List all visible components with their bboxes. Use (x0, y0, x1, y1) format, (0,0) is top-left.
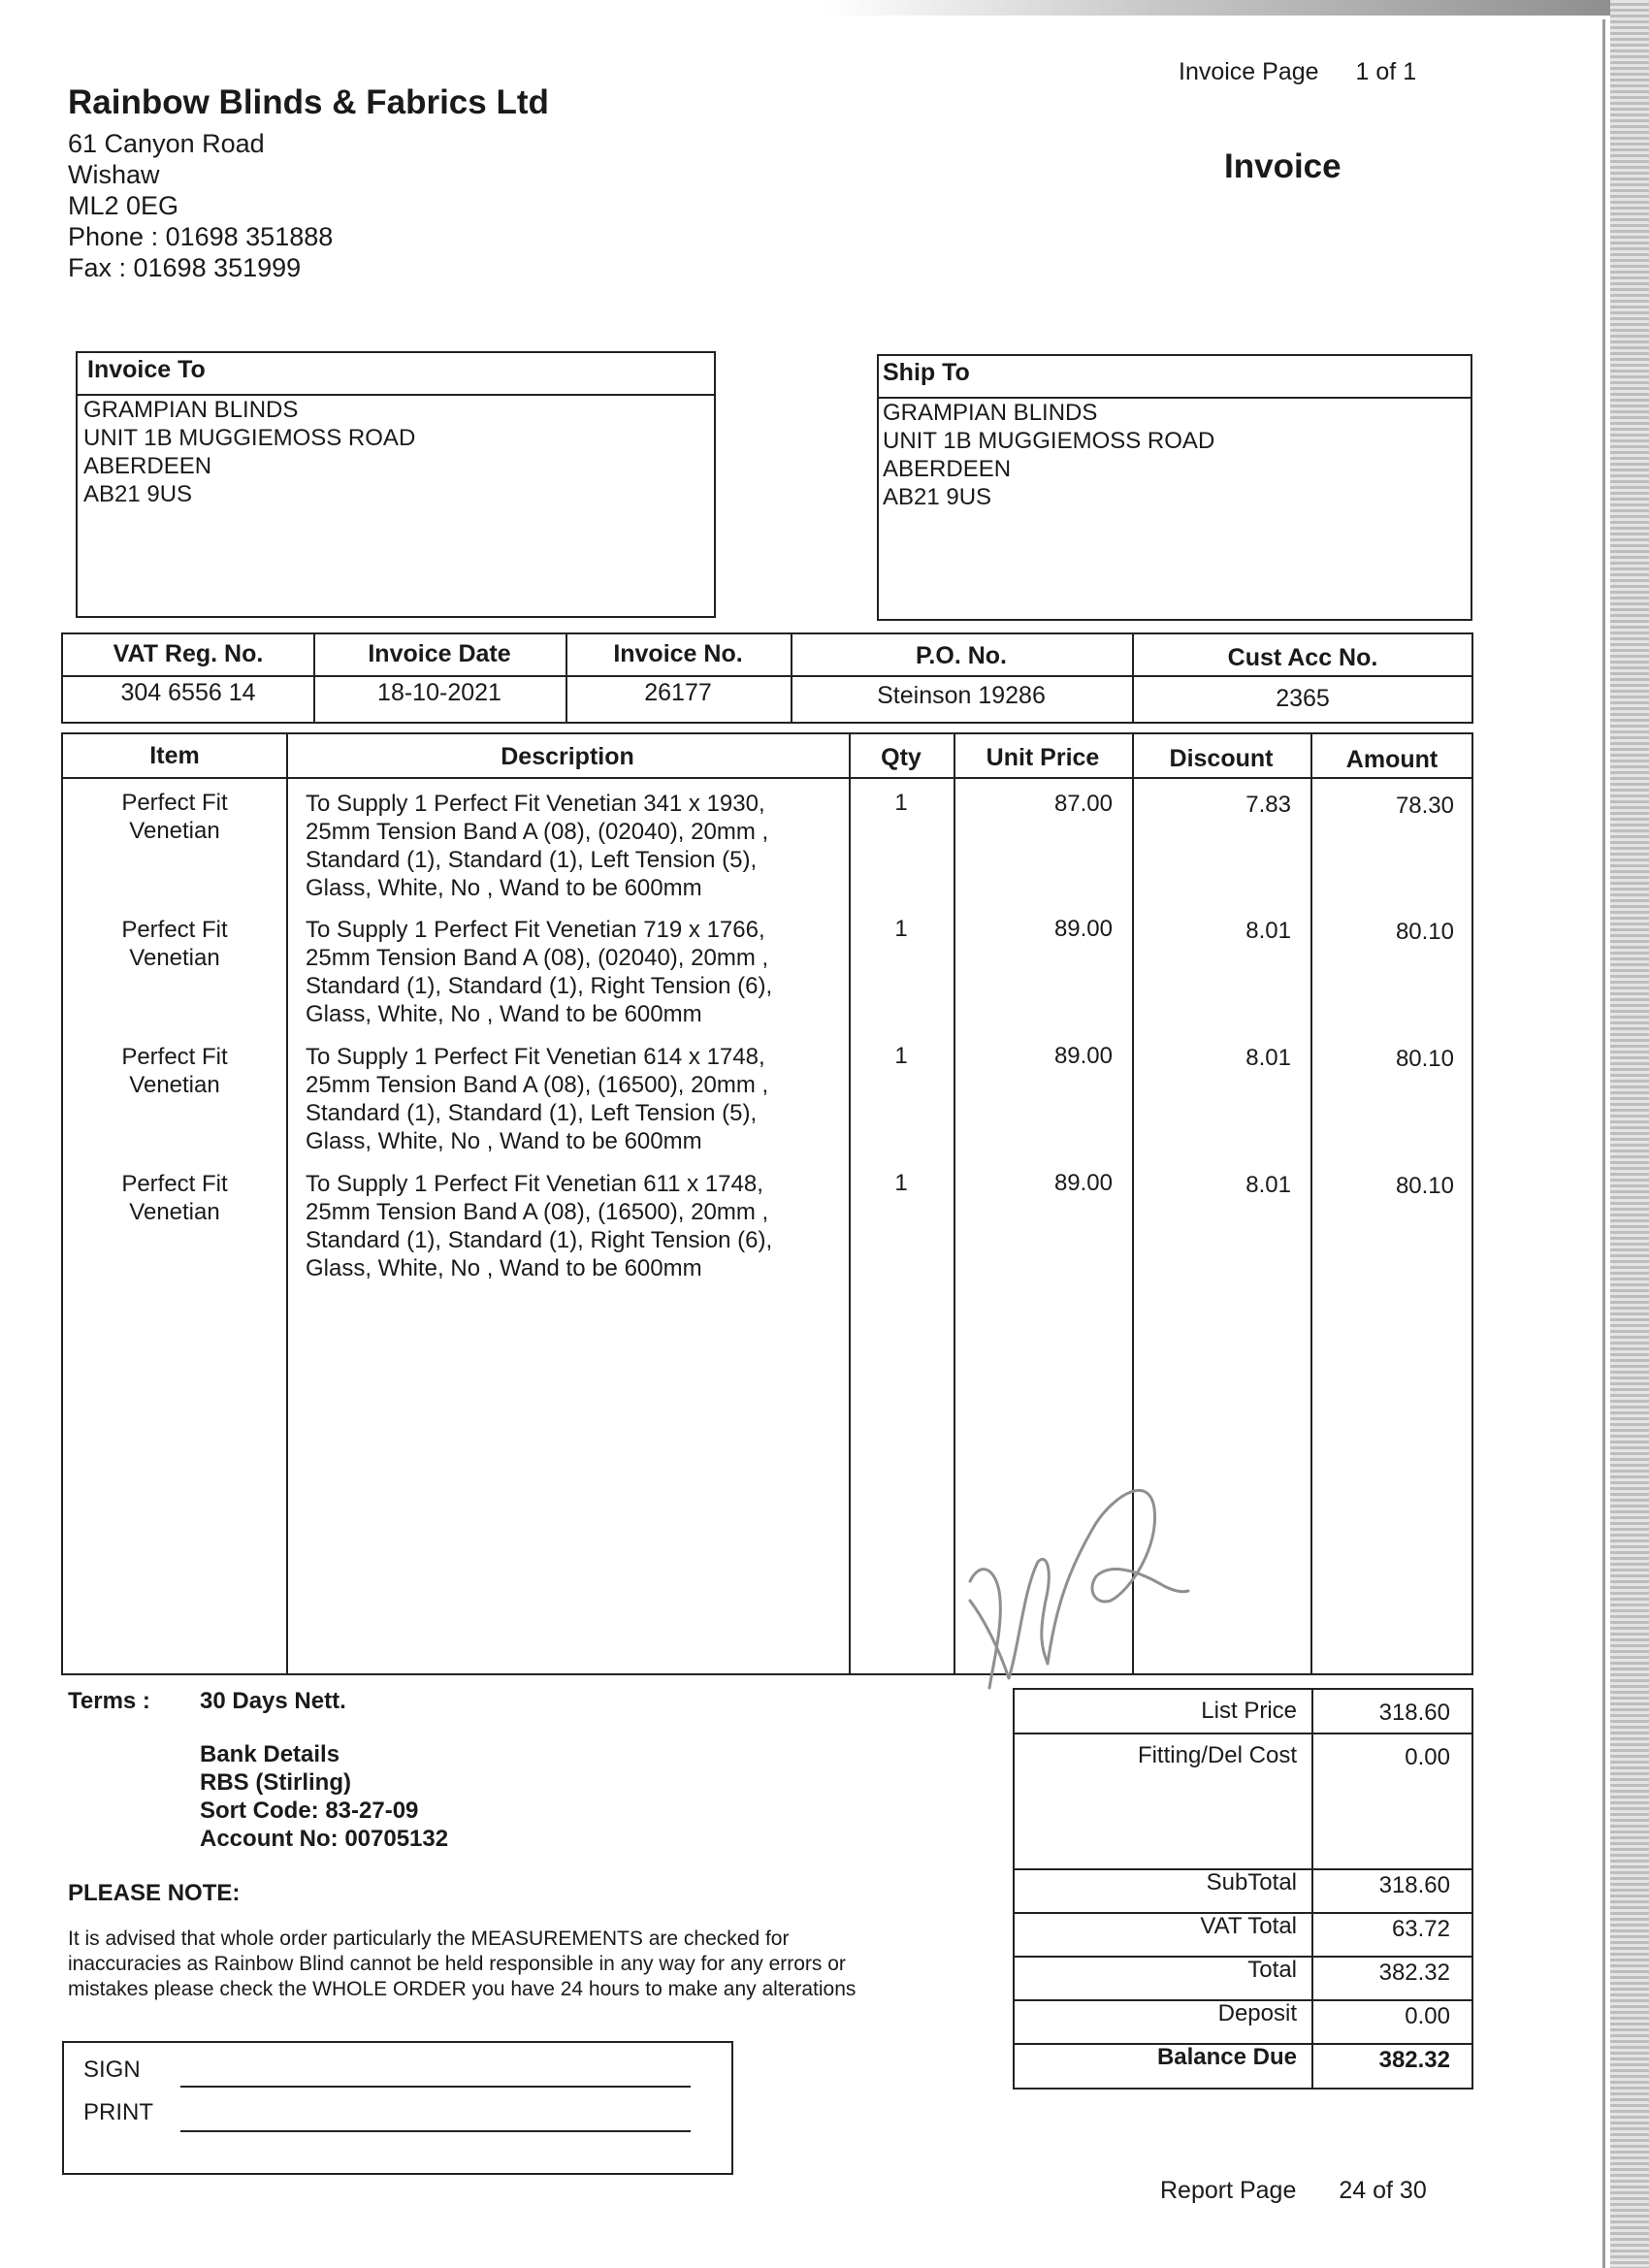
sign-label: SIGN (83, 2057, 141, 2083)
sign-field[interactable] (180, 2086, 691, 2088)
qty-header: Qty (881, 744, 922, 771)
bank-sort-code: Sort Code: 83-27-09 (200, 1798, 419, 1824)
unit-price-header: Unit Price (986, 744, 1100, 771)
line-item-description: To Supply 1 Perfect Fit Venetian 611 x 1748, 25mm Tension Band A (08), (16500), 20mm , Standard (1), Standard (1), Right Tension (6), Glass, White, No , Wand to be 600mm (306, 1171, 773, 1281)
print-label: PRINT (83, 2099, 153, 2125)
balance-due-value: 382.32 (1378, 2047, 1450, 2073)
invoice-no-header: Invoice No. (613, 640, 743, 667)
discount-header: Discount (1169, 745, 1274, 772)
company-address-line: ML2 0EG (68, 191, 179, 220)
ship-to-line: AB21 9US (883, 484, 992, 510)
invoice-to-box (76, 351, 716, 618)
line-item-unit-price: 89.00 (1053, 1043, 1113, 1069)
bank-name: RBS (Stirling) (200, 1769, 351, 1796)
print-field[interactable] (180, 2130, 691, 2132)
subtotal-label: SubTotal (1206, 1869, 1297, 1895)
vat-reg-value: 304 6556 14 (120, 679, 256, 706)
line-item-name: Perfect Fit Venetian (121, 917, 228, 971)
cust-acc-header: Cust Acc No. (1227, 644, 1378, 671)
line-item-unit-price: 89.00 (1053, 1170, 1113, 1196)
amount-header: Amount (1345, 746, 1439, 773)
report-page-label: Report Page (1160, 2177, 1297, 2204)
company-fax: Fax : 01698 351999 (68, 253, 302, 282)
scan-edge-line (1602, 19, 1605, 2268)
company-address-line: 61 Canyon Road (68, 129, 265, 158)
report-page-value: 24 of 30 (1339, 2177, 1427, 2204)
invoice-to-line: GRAMPIAN BLINDS (83, 397, 299, 423)
po-no-value: Steinson 19286 (877, 682, 1046, 709)
vat-total-value: 63.72 (1391, 1916, 1450, 1942)
deposit-label: Deposit (1217, 2000, 1297, 2026)
line-item-description: To Supply 1 Perfect Fit Venetian 719 x 1766, 25mm Tension Band A (08), (02040), 20mm , Standard (1), Standard (1), Right Tension (6), Glass, White, No , Wand to be 600mm (306, 917, 773, 1027)
ship-to-line: GRAMPIAN BLINDS (883, 400, 1098, 426)
line-item-qty: 1 (894, 916, 908, 942)
invoice-page-info (1179, 58, 1416, 86)
ship-to-line: UNIT 1B MUGGIEMOSS ROAD (883, 428, 1215, 454)
line-item-qty: 1 (894, 1043, 908, 1069)
invoice-date-value: 18-10-2021 (377, 679, 501, 706)
company-name: Rainbow Blinds & Fabrics Ltd (68, 83, 549, 121)
ship-to-box (877, 354, 1472, 621)
line-item-discount: 8.01 (1245, 1045, 1291, 1071)
document-title: Invoice (1224, 147, 1342, 185)
vat-total-label: VAT Total (1200, 1913, 1297, 1939)
fitting-cost-value: 0.00 (1405, 1744, 1450, 1770)
ship-to-line: ABERDEEN (883, 456, 1012, 482)
terms-value: 30 Days Nett. (200, 1688, 346, 1714)
line-item-discount: 7.83 (1245, 792, 1291, 818)
invoice-page-label: Invoice Page (1179, 58, 1319, 85)
line-item-discount: 8.01 (1245, 1172, 1291, 1198)
line-item-unit-price: 89.00 (1053, 916, 1113, 942)
please-note-text: It is advised that whole order particularly the MEASUREMENTS are checked for inaccuracies as Rainbow Blind cannot be held responsible in any way for any errors or mistakes please check the WHOLE ORDER you have 24 hours to make any alterations (68, 1928, 857, 2000)
list-price-label: List Price (1201, 1698, 1297, 1724)
report-page-info (1160, 2177, 1427, 2205)
balance-due-label: Balance Due (1156, 2044, 1297, 2070)
line-item-name: Perfect Fit Venetian (121, 1171, 228, 1225)
description-header: Description (501, 743, 634, 770)
item-header: Item (149, 742, 200, 769)
scan-edge-top (0, 0, 1649, 16)
line-item-qty: 1 (894, 790, 908, 816)
items-table (61, 732, 1473, 1675)
line-item-name: Perfect Fit Venetian (121, 1044, 228, 1098)
total-value: 382.32 (1378, 1960, 1450, 1986)
list-price-value: 318.60 (1378, 1700, 1450, 1726)
invoice-info-table (61, 632, 1473, 724)
line-item-unit-price: 87.00 (1053, 791, 1113, 817)
invoice-no-value: 26177 (644, 679, 712, 706)
invoice-to-line: AB21 9US (83, 481, 193, 507)
scan-edge-right (1610, 0, 1649, 2268)
line-item-amount: 80.10 (1395, 919, 1454, 945)
cust-acc-value: 2365 (1276, 685, 1330, 712)
sign-print-box (62, 2041, 733, 2175)
line-item-qty: 1 (894, 1170, 908, 1196)
invoice-to-line: ABERDEEN (83, 453, 212, 479)
company-address-line: Wishaw (68, 160, 160, 189)
ship-to-title: Ship To (879, 356, 1471, 399)
company-phone: Phone : 01698 351888 (68, 222, 334, 251)
invoice-to-line: UNIT 1B MUGGIEMOSS ROAD (83, 425, 416, 451)
fitting-cost-label: Fitting/Del Cost (1137, 1742, 1297, 1768)
invoice-page-value: 1 of 1 (1355, 58, 1417, 85)
bank-details-title: Bank Details (200, 1741, 340, 1767)
line-item-description: To Supply 1 Perfect Fit Venetian 341 x 1930, 25mm Tension Band A (08), (02040), 20mm , Standard (1), Standard (1), Left Tension (5), Glass, White, No , Wand to be 600mm (306, 791, 769, 901)
po-no-header: P.O. No. (915, 642, 1007, 669)
bank-account-no: Account No: 00705132 (200, 1826, 449, 1852)
line-item-amount: 80.10 (1395, 1173, 1454, 1199)
invoice-date-header: Invoice Date (368, 640, 511, 667)
please-note-title: PLEASE NOTE: (68, 1880, 241, 1906)
vat-reg-header: VAT Reg. No. (113, 640, 264, 667)
line-item-discount: 8.01 (1245, 918, 1291, 944)
subtotal-value: 318.60 (1378, 1872, 1450, 1898)
line-item-name: Perfect Fit Venetian (121, 790, 228, 844)
total-label: Total (1247, 1957, 1297, 1983)
line-item-description: To Supply 1 Perfect Fit Venetian 614 x 1748, 25mm Tension Band A (08), (16500), 20mm , Standard (1), Standard (1), Left Tension (5), Glass, White, No , Wand to be 600mm (306, 1044, 769, 1154)
deposit-value: 0.00 (1405, 2003, 1450, 2029)
totals-table (1013, 1688, 1473, 2090)
line-item-amount: 80.10 (1395, 1046, 1454, 1072)
invoice-to-title: Invoice To (78, 353, 714, 396)
handwritten-initials-mark (941, 1455, 1232, 1717)
line-item-amount: 78.30 (1395, 793, 1454, 819)
terms-label: Terms : (68, 1688, 150, 1714)
